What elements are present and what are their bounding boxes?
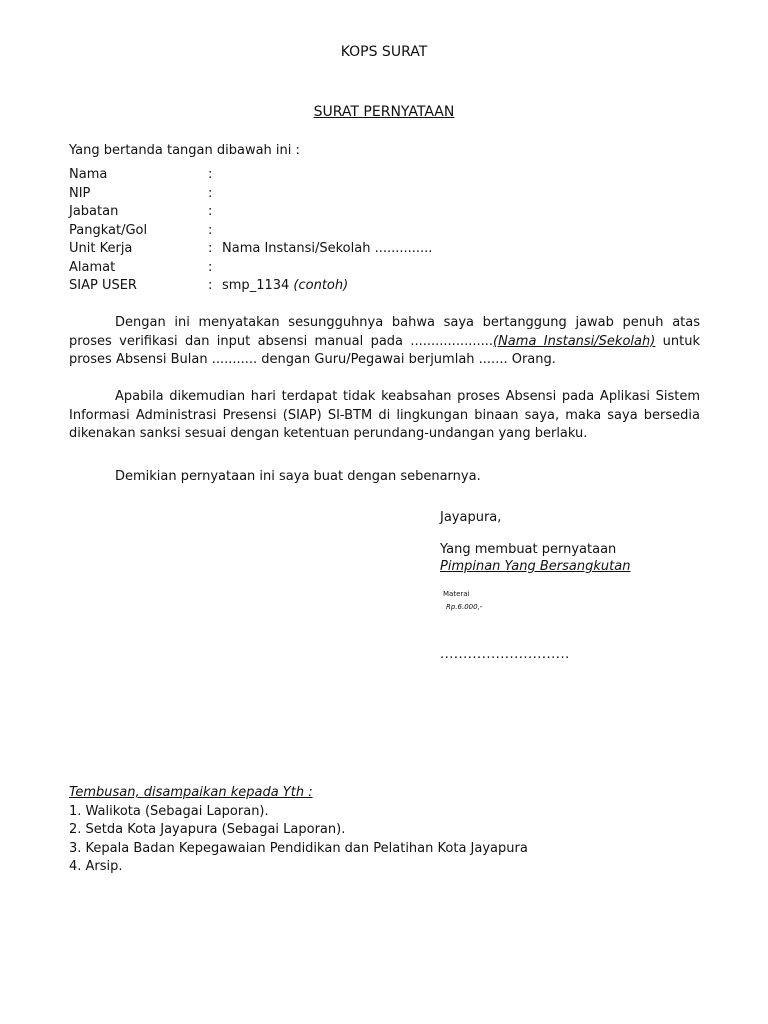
paragraph-2-text: Apabila dikemudian hari terdapat tidak keabsahan proses Absensi pada Aplikasi Sistem Informasi Administrasi Presensi (SIAP) SI-BTM di lingkungan binaan saya, maka saya bersedia dikenakan sanksi sesuai dengan ketentuan perundang-undangan yang berlaku. — [69, 389, 700, 441]
document-title-text: SURAT PERNYATAAN — [313, 104, 455, 120]
paragraph-1-part-2: untuk proses Absensi Bulan ........... dengan Guru/Pegawai berjumlah ....... Orang. — [69, 333, 700, 367]
field-label-alamat: Alamat — [69, 260, 116, 275]
tembusan-item: 1. Walikota (Sebagai Laporan). — [69, 804, 269, 819]
signature-name-line: ............................ — [440, 647, 570, 662]
field-colon: : — [208, 167, 213, 182]
tembusan-item: 4. Arsip. — [69, 859, 123, 874]
field-label-nip: NIP — [69, 186, 91, 201]
field-value-siap-user — [222, 278, 348, 293]
signature-place: Jayapura, — [440, 510, 502, 525]
document-title — [0, 104, 768, 120]
tembusan-item: 2. Setda Kota Jayapura (Sebagai Laporan). — [69, 822, 346, 837]
field-label-unit-kerja: Unit Kerja — [69, 241, 133, 256]
materai-label: Materai — [443, 590, 470, 598]
tembusan-item: 3. Kepala Badan Kepegawaian Pendidikan dan Pelatihan Kota Jayapura — [69, 841, 528, 856]
materai-amount: Rp.6.000,- — [446, 603, 483, 611]
statement-paragraph-3 — [69, 468, 700, 487]
field-label-siap-user: SIAP USER — [69, 278, 137, 293]
field-label-pangkat: Pangkat/Gol — [69, 223, 148, 238]
tembusan-title: Tembusan, disampaikan kepada Yth : — [69, 785, 313, 800]
statement-paragraph-2 — [69, 388, 700, 444]
field-label-nama: Nama — [69, 167, 108, 182]
field-colon: : — [208, 241, 213, 256]
field-colon: : — [208, 278, 213, 293]
siap-user-value: smp_1134 — [222, 278, 290, 293]
paragraph-3-text: Demikian pernyataan ini saya buat dengan sebenarnya. — [115, 469, 481, 484]
siap-user-note: (contoh) — [293, 278, 349, 293]
field-colon: : — [208, 186, 213, 201]
paragraph-1-instansi: (Nama Instansi/Sekolah) — [493, 333, 656, 349]
letterhead: KOPS SURAT — [340, 44, 428, 60]
field-colon: : — [208, 204, 213, 219]
field-label-jabatan: Jabatan — [69, 204, 119, 219]
field-value-unit-kerja: Nama Instansi/Sekolah .............. — [222, 241, 433, 256]
statement-paragraph-1 — [69, 314, 700, 370]
paragraph-1-part-1: Dengan ini menyatakan sesungguhnya bahwa saya bertanggung jawab penuh atas proses verifikasi dan input absensi manual pada .................... — [69, 315, 700, 349]
intro-text: Yang bertanda tangan dibawah ini : — [69, 143, 300, 158]
signature-role: Pimpinan Yang Bersangkutan — [440, 559, 631, 574]
field-colon: : — [208, 223, 213, 238]
field-colon: : — [208, 260, 213, 275]
signature-maker: Yang membuat pernyataan — [440, 542, 617, 557]
